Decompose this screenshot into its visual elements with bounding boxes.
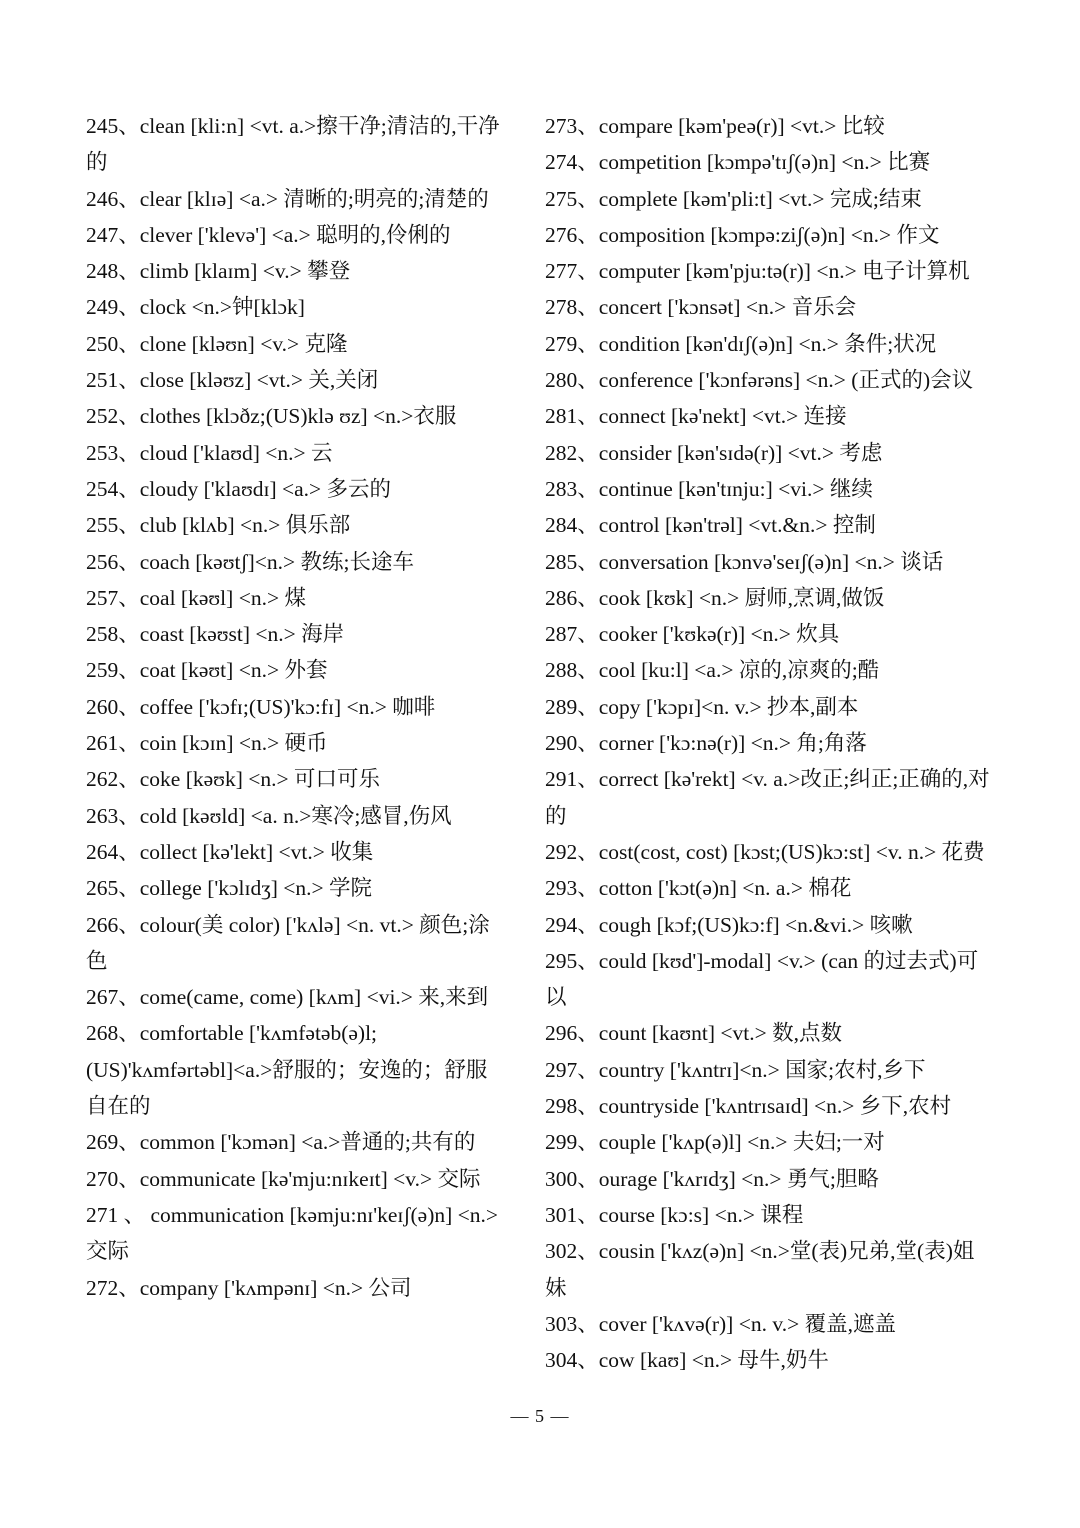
vocabulary-entry: 261、coin [kɔɪn] <n.> 硬币: [86, 731, 328, 756]
vocabulary-entry: 287、cooker ['kʊkə(r)] <n.> 炊具: [545, 622, 840, 647]
vocabulary-entry: 254、cloudy ['klaʊdɪ] <a.> 多云的: [86, 476, 392, 501]
vocabulary-entry: 283、continue [kən'tɪnju:] <vi.> 继续: [545, 476, 873, 501]
vocabulary-entry: 294、cough [kɔf;(US)kɔ:f] <n.&vi.> 咳嗽: [545, 912, 913, 937]
vocabulary-entry: 257、coal [kəʊl] <n.> 煤: [86, 585, 306, 610]
vocabulary-entry: 250、clone [kləʊn] <v.> 克隆: [86, 331, 348, 356]
vocabulary-entry: 292、cost(cost, cost) [kɔst;(US)kɔ:st] <v. n.> 花费: [545, 839, 985, 864]
vocabulary-entry: 258、coast [kəʊst] <n.> 海岸: [86, 622, 345, 647]
vocabulary-entry: 271 、 communication [kəmju:nɪ'keɪʃ(ə)n] <n.> 交际: [86, 1202, 499, 1264]
vocabulary-entry: 277、computer [kəm'pju:tə(r)] <n.> 电子计算机: [545, 259, 970, 284]
vocabulary-entry: 268、comfortable ['kʌmfətəb(ə)l;(US)'kʌmfərtəbl]<a.>舒服的；安逸的；舒服自在的: [86, 1021, 488, 1119]
vocabulary-entry: 288、cool [ku:l] <a.> 凉的,凉爽的;酷: [545, 658, 880, 683]
vocabulary-entry: 252、clothes [klɔðz;(US)klə ʊz] <n.>衣服: [86, 404, 457, 429]
vocabulary-entry: 281、connect [kə'nekt] <vt.> 连接: [545, 404, 847, 429]
vocabulary-entry: 246、clear [klɪə] <a.> 清晰的;明亮的;清楚的: [86, 186, 489, 211]
vocabulary-column-left: [86, 108, 506, 1306]
vocabulary-entry: 298、countryside ['kʌntrɪsaɪd] <n.> 乡下,农村: [545, 1094, 952, 1119]
vocabulary-entry: 245、clean [kli:n] <vt. a.>擦干净;清洁的,干净的: [86, 114, 500, 175]
vocabulary-entry: 270、communicate [kə'mju:nɪkeɪt] <v.> 交际: [86, 1166, 481, 1191]
vocabulary-entry: 295、could [kʊd']-modal] <v.> (can 的过去式)可以: [545, 948, 979, 1010]
vocabulary-entry: 251、close [kləʊz] <vt.> 关,关闭: [86, 368, 379, 393]
vocabulary-entry: 285、conversation [kɔnvə'seɪʃ(ə)n] <n.> 谈话: [545, 549, 944, 574]
vocabulary-entry: 291、correct [kə'rekt] <v. a.>改正;纠正;正确的,对的: [545, 767, 990, 828]
vocabulary-column-right: [545, 108, 995, 1378]
vocabulary-entry: 290、corner ['kɔ:nə(r)] <n.> 角;角落: [545, 731, 867, 756]
vocabulary-entry: 286、cook [kʊk] <n.> 厨师,烹调,做饭: [545, 585, 885, 610]
vocabulary-entry: 273、compare [kəm'peə(r)] <vt.> 比较: [545, 114, 885, 138]
vocabulary-entry: 299、couple ['kʌp(ə)l] <n.> 夫妇;一对: [545, 1130, 885, 1155]
vocabulary-entry: 296、count [kaʊnt] <vt.> 数,点数: [545, 1021, 843, 1046]
vocabulary-entry: 293、cotton ['kɔt(ə)n] <n. a.> 棉花: [545, 876, 852, 901]
vocabulary-entry: 302、cousin ['kʌz(ə)n] <n.>堂(表)兄弟,堂(表)姐妹: [545, 1239, 975, 1300]
vocabulary-entry: 260、coffee ['kɔfɪ;(US)'kɔ:fɪ] <n.> 咖啡: [86, 694, 436, 719]
vocabulary-entry: 255、club [klʌb] <n.> 俱乐部: [86, 513, 351, 538]
vocabulary-entry: 264、collect [kə'lekt] <vt.> 收集: [86, 839, 374, 864]
vocabulary-entry: 256、coach [kəʊtʃ]<n.> 教练;长途车: [86, 549, 415, 574]
vocabulary-entry: 263、cold [kəʊld] <a. n.>寒冷;感冒,伤风: [86, 803, 452, 828]
vocabulary-entry: 274、competition [kɔmpə'tɪʃ(ə)n] <n.> 比赛: [545, 150, 931, 175]
vocabulary-entry: 265、college ['kɔlɪdʒ] <n.> 学院: [86, 876, 373, 901]
vocabulary-entry: 279、condition [kən'dɪʃ(ə)n] <n.> 条件;状况: [545, 331, 937, 356]
vocabulary-entry: 303、cover ['kʌvə(r)] <n. v.> 覆盖,遮盖: [545, 1311, 896, 1336]
vocabulary-entry: 267、come(came, come) [kʌm] <vi.> 来,来到: [86, 985, 489, 1010]
vocabulary-entry: 278、concert ['kɔnsət] <n.> 音乐会: [545, 295, 857, 320]
vocabulary-entry: 289、copy ['kɔpɪ]<n. v.> 抄本,副本: [545, 694, 859, 719]
vocabulary-entry: 284、control [kən'trəl] <vt.&n.> 控制: [545, 513, 876, 538]
vocabulary-entry: 272、company ['kʌmpənɪ] <n.> 公司: [86, 1275, 412, 1300]
vocabulary-entry: 266、colour(美 color) ['kʌlə] <n. vt.> 颜色;涂色: [86, 912, 490, 973]
vocabulary-entry: 253、cloud ['klaʊd] <n.> 云: [86, 440, 333, 465]
vocabulary-entry: 276、composition [kɔmpə:ziʃ(ə)n] <n.> 作文: [545, 222, 940, 247]
vocabulary-entry: 269、common ['kɔmən] <a.>普通的;共有的: [86, 1130, 476, 1155]
page-number: — 5 —: [510, 1406, 570, 1426]
vocabulary-entry: 300、ourage ['kʌrɪdʒ] <n.> 勇气;胆略: [545, 1166, 879, 1191]
vocabulary-entry: 304、cow [kaʊ] <n.> 母牛,奶牛: [545, 1348, 829, 1373]
vocabulary-entry: 280、conference ['kɔnfərəns] <n.> (正式的)会议: [545, 368, 974, 393]
vocabulary-entry: 248、climb [klaɪm] <v.> 攀登: [86, 259, 351, 284]
vocabulary-entry: 249、clock <n.>钟[klɔk]: [86, 295, 305, 320]
vocabulary-entry: 247、clever ['klevə'] <a.> 聪明的,伶俐的: [86, 222, 451, 247]
vocabulary-entry: 282、consider [kən'sɪdə(r)] <vt.> 考虑: [545, 440, 883, 465]
vocabulary-entry: 297、country ['kʌntrɪ]<n.> 国家;农村,乡下: [545, 1057, 926, 1082]
vocabulary-entry: 301、course [kɔ:s] <n.> 课程: [545, 1202, 804, 1227]
vocabulary-entry: 262、coke [kəʊk] <n.> 可口可乐: [86, 767, 380, 792]
vocabulary-entry: 275、complete [kəm'pli:t] <vt.> 完成;结束: [545, 186, 922, 211]
vocabulary-entry: 259、coat [kəʊt] <n.> 外套: [86, 658, 328, 683]
